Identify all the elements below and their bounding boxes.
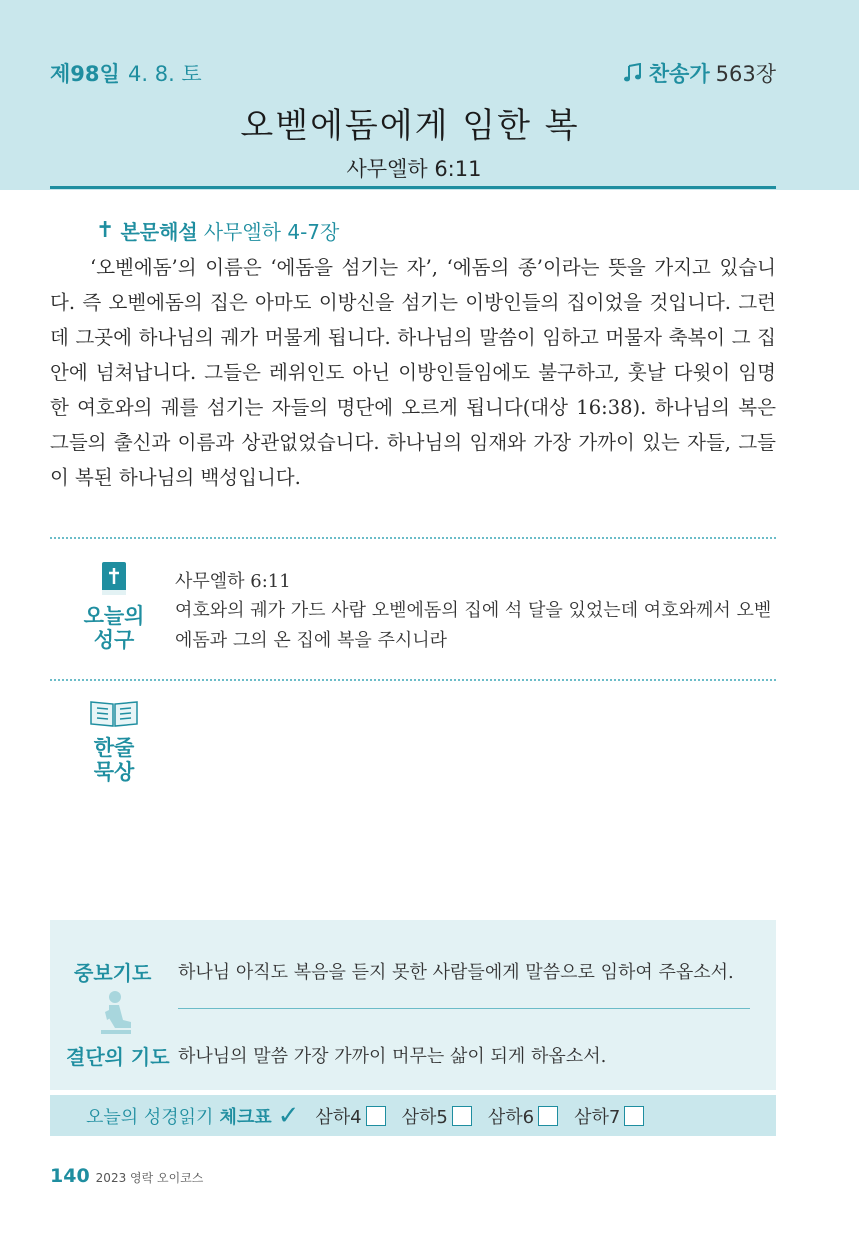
commentary-text: ‘오벧에돔’의 이름은 ‘에돔을 섬기는 자’, ‘에돔의 종’이라는 뜻을 가지고 있습니다. 즉 오벧에돔의 집은 아마도 이방신을 섬기는 이방인들의 집이었을 것입니다. 그런데 그곳에 하나님의 궤가 머물게 됩니다. 하나님의 말씀이 임하고 머물자 축복이 그 집안에 넘쳐납니다. 그들은 레위인도 아닌 이방인들임에도 불구하고, 훗날 다윗이 임명한 여호와의 궤를 섬기는 자들의 명단에 오르게 됩니다(대상 16:38). 하나님의 복은 그들의 출신과 이름과 상관없었습니다. 하나님의 임재와 가장 가까이 있는 자들, 그들이 복된 하나님의 백성입니다. bbox=[50, 256, 776, 489]
checkbox[interactable] bbox=[624, 1106, 644, 1126]
checklist-label: 오늘의 성경읽기 bbox=[86, 1106, 214, 1128]
bible-icon bbox=[99, 560, 129, 598]
verse-label-line1: 오늘의 bbox=[83, 604, 145, 628]
meditation-section-label bbox=[54, 698, 174, 784]
prayer-divider bbox=[178, 1008, 750, 1009]
commentary-label: 본문해설 bbox=[120, 220, 198, 244]
verse-reference: 사무엘하 6:11 bbox=[175, 571, 291, 592]
reading-checklist bbox=[50, 1095, 776, 1136]
page-title: 오벧에돔에게 임한 복 bbox=[240, 106, 580, 146]
hymn-number: 563장 bbox=[715, 62, 776, 86]
hymn-info bbox=[623, 58, 776, 88]
day-number: 제98일 bbox=[50, 62, 120, 86]
book-title: 2023 영락 오이코스 bbox=[95, 1171, 204, 1185]
checklist-item-label: 삼하7 bbox=[574, 1106, 621, 1128]
praying-person-icon bbox=[95, 990, 135, 1036]
checkmark-icon: ✓ bbox=[277, 1100, 300, 1131]
header-divider bbox=[50, 186, 776, 189]
verse-label-line2: 성구 bbox=[93, 628, 135, 652]
checklist-item-label: 삼하6 bbox=[487, 1106, 535, 1128]
cross-icon: ✝ bbox=[96, 218, 115, 243]
checkbox[interactable] bbox=[538, 1106, 558, 1126]
scripture-reference: 사무엘하 6:11 bbox=[346, 157, 482, 181]
intercession-text: 하나님 아직도 복음을 듣지 못한 사람들에게 말씀으로 임하여 주옵소서. bbox=[178, 962, 734, 983]
intercession-label: 중보기도 bbox=[74, 961, 152, 985]
verse-section-label bbox=[54, 560, 174, 652]
checklist-item-label: 삼하4 bbox=[315, 1106, 362, 1128]
resolution-text: 하나님의 말씀 가장 가까이 머무는 삶이 되게 하옵소서. bbox=[178, 1046, 607, 1067]
verse-text: 여호와의 궤가 가드 사람 오벧에돔의 집에 석 달을 있었는데 여호와께서 오벧에돔과 그의 온 집에 복을 주시니라 bbox=[175, 600, 772, 651]
checklist-item[interactable] bbox=[574, 1103, 644, 1129]
checkbox[interactable] bbox=[452, 1106, 472, 1126]
hymn-label: 찬송가 bbox=[648, 62, 710, 86]
divider-dotted bbox=[50, 679, 776, 681]
checklist-item[interactable] bbox=[488, 1103, 558, 1129]
checklist-item[interactable] bbox=[315, 1103, 385, 1129]
commentary-heading bbox=[96, 216, 339, 245]
divider-dotted bbox=[50, 537, 776, 539]
meditation-label-line2: 묵상 bbox=[93, 760, 135, 784]
checklist-item-label: 삼하5 bbox=[401, 1106, 448, 1128]
checklist-item[interactable] bbox=[402, 1103, 472, 1129]
date: 4. 8. 토 bbox=[128, 62, 202, 86]
page-number: 140 bbox=[50, 1165, 90, 1187]
commentary-reference: 사무엘하 4-7장 bbox=[203, 220, 340, 244]
music-note-icon bbox=[623, 63, 643, 83]
checkbox[interactable] bbox=[366, 1106, 386, 1126]
meditation-label-line1: 한줄 bbox=[93, 736, 135, 760]
resolution-label: 결단의 기도 bbox=[66, 1045, 170, 1069]
checklist-bold-label: 체크표 bbox=[219, 1106, 272, 1128]
open-book-icon bbox=[87, 698, 141, 730]
page-footer bbox=[50, 1165, 203, 1187]
